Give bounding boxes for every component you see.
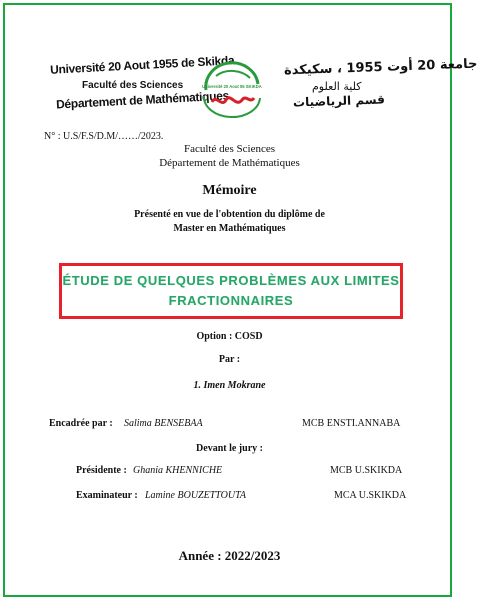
thesis-title: ÉTUDE DE QUELQUES PROBLÈMES AUX LIMITES FRACTIONNAIRES	[62, 273, 400, 308]
department-heading: Département de Mathématiques	[159, 157, 300, 169]
logo-text: Université 20 Aout 55 SKIKDA	[202, 84, 262, 89]
examiner-name: Lamine BOUZETTOUTA	[145, 490, 247, 501]
par-label: Par :	[218, 354, 241, 365]
presented-line-2: Master en Mathématiques	[173, 223, 286, 234]
university-name-fr: Université 20 Aout 1955 de Skikda	[49, 53, 235, 77]
jury-heading: Devant le jury :	[196, 443, 263, 454]
department-name-fr: Département de Mathématiques	[55, 88, 230, 112]
author-name: 1. Imen Mokrane	[193, 380, 266, 391]
option-line: Option : COSD	[196, 331, 263, 342]
president-name: Ghania KHENNICHE	[133, 465, 223, 476]
document-type: Mémoire	[202, 183, 257, 198]
reference-number: N° : U.S/F.S/D.M/……/2023.	[44, 131, 164, 142]
examiner-affiliation: MCA U.SKIKDA	[334, 490, 407, 501]
supervisor-name: Salima BENSEBAA	[124, 418, 203, 429]
presented-line-1: Présenté en vue de l'obtention du diplôme de	[134, 209, 325, 220]
university-name-ar: جامعة 20 أوت 1955 ، سكيكدة	[283, 56, 478, 79]
supervisor-affiliation: MCB ENSTI.ANNABA	[302, 418, 401, 429]
university-logo	[196, 64, 268, 116]
department-name-ar: قسم الرياضيات	[292, 92, 386, 110]
faculty-name-ar: كلية العلوم	[312, 80, 362, 93]
examiner-label: Examinateur :	[76, 490, 138, 501]
faculty-name-fr: Faculté des Sciences	[82, 80, 184, 91]
president-affiliation: MCB U.SKIKDA	[330, 465, 403, 476]
thesis-title-box	[59, 263, 403, 319]
faculty-heading: Faculté des Sciences	[183, 143, 276, 155]
academic-year: Année : 2022/2023	[178, 548, 281, 563]
president-label: Présidente :	[76, 465, 127, 476]
supervisor-label: Encadrée par :	[49, 418, 113, 429]
